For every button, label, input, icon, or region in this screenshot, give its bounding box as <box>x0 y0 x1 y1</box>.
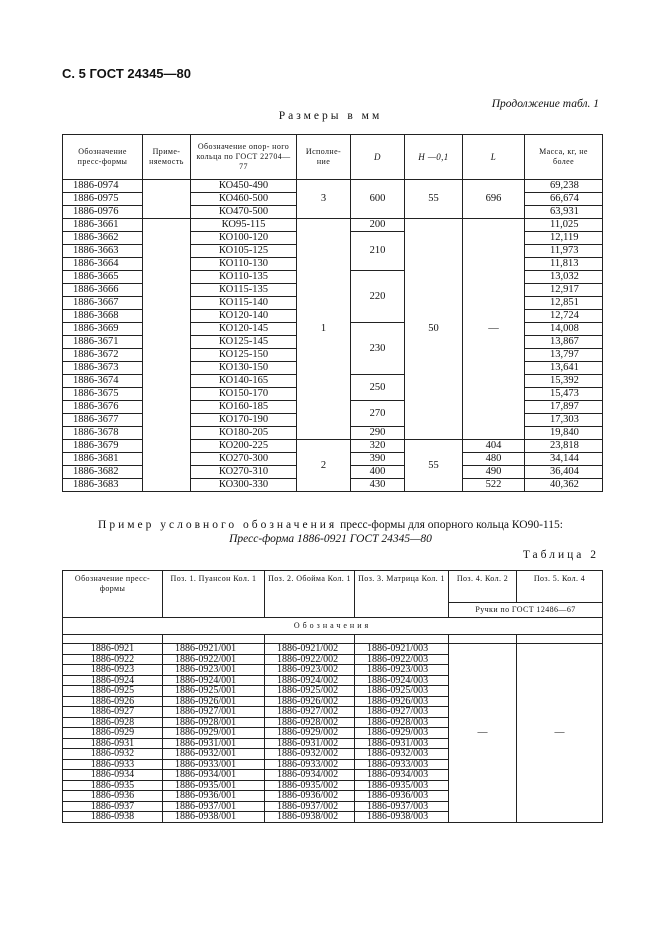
cell-designation: 1886-0929 <box>63 728 163 739</box>
cell-pos3: 1886-0923/003 <box>355 665 449 676</box>
cell-ring: КО120-145 <box>191 323 297 336</box>
cell-pos3: 1886-0922/003 <box>355 654 449 665</box>
cell-ring: КО130-150 <box>191 362 297 375</box>
cell-h: 50 <box>405 219 463 440</box>
cell-mass: 13,032 <box>525 271 603 284</box>
cell-d: 400 <box>351 466 405 479</box>
cell-ring: КО105-125 <box>191 245 297 258</box>
cell-designation: 1886-3664 <box>63 258 143 271</box>
cell-l: 490 <box>463 466 525 479</box>
header-designation: Обозначение пресс-формы <box>63 571 163 618</box>
cell-d: 200 <box>351 219 405 232</box>
spacer-cell <box>63 635 163 644</box>
cell-mass: 14,008 <box>525 323 603 336</box>
cell-pos1: 1886-0926/001 <box>163 696 265 707</box>
example-code: Пресс-форма 1886-0921 ГОСТ 24345—80 <box>229 533 432 545</box>
header-handles: Ручки по ГОСТ 12486—67 <box>449 603 603 618</box>
cell-pos1: 1886-0935/001 <box>163 780 265 791</box>
cell-pos3: 1886-0928/003 <box>355 717 449 728</box>
cell-pos2: 1886-0934/002 <box>265 770 355 781</box>
cell-pos1: 1886-0922/001 <box>163 654 265 665</box>
table2-title: Таблица 2 <box>522 549 599 561</box>
table1-header-row <box>63 135 603 180</box>
cell-pos3: 1886-0937/003 <box>355 801 449 812</box>
cell-pos4: — <box>449 644 517 823</box>
cell-ring: КО110-130 <box>191 258 297 271</box>
cell-pos2: 1886-0928/002 <box>265 717 355 728</box>
cell-designation: 1886-0935 <box>63 780 163 791</box>
cell-mass: 40,362 <box>525 479 603 492</box>
table2-header-row <box>63 571 603 603</box>
cell-pos2: 1886-0924/002 <box>265 675 355 686</box>
cell-mass: 69,238 <box>525 180 603 193</box>
header-version: Исполне- ние <box>297 135 351 180</box>
cell-mass: 34,144 <box>525 453 603 466</box>
header-ring: Обозначение опор- ного кольца по ГОСТ 22704—77 <box>191 135 297 180</box>
cell-pos2: 1886-0922/002 <box>265 654 355 665</box>
cell-pos2: 1886-0926/002 <box>265 696 355 707</box>
cell-applicability <box>143 180 191 219</box>
cell-mass: 13,867 <box>525 336 603 349</box>
cell-ring: КО270-310 <box>191 466 297 479</box>
cell-d: 320 <box>351 440 405 453</box>
cell-pos3: 1886-0926/003 <box>355 696 449 707</box>
cell-ring: КО270-300 <box>191 453 297 466</box>
cell-pos3: 1886-0921/003 <box>355 644 449 655</box>
cell-pos1: 1886-0934/001 <box>163 770 265 781</box>
table2-header-row <box>63 618 603 635</box>
cell-ring: КО100-120 <box>191 232 297 245</box>
cell-pos1: 1886-0929/001 <box>163 728 265 739</box>
cell-ring: КО125-145 <box>191 336 297 349</box>
cell-mass: 19,840 <box>525 427 603 440</box>
cell-designation: 1886-3663 <box>63 245 143 258</box>
page-header: С. 5 ГОСТ 24345—80 <box>62 66 191 81</box>
cell-ring: КО95-115 <box>191 219 297 232</box>
table-row <box>63 644 603 655</box>
cell-designation: 1886-0925 <box>63 686 163 697</box>
cell-mass: 12,917 <box>525 284 603 297</box>
header-designations: Обозначения <box>63 618 603 635</box>
cell-d: 600 <box>351 180 405 219</box>
cell-designation: 1886-3672 <box>63 349 143 362</box>
cell-d: 230 <box>351 323 405 375</box>
header-pos2: Поз. 2. Обойма Кол. 1 <box>265 571 355 618</box>
cell-designation: 1886-3667 <box>63 297 143 310</box>
spacer-cell <box>265 635 355 644</box>
cell-designation: 1886-0927 <box>63 707 163 718</box>
cell-pos1: 1886-0936/001 <box>163 791 265 802</box>
cell-ring: КО180-205 <box>191 427 297 440</box>
cell-designation: 1886-3666 <box>63 284 143 297</box>
spacer-cell <box>449 635 517 644</box>
continuation-note: Продолжение табл. 1 <box>491 98 599 110</box>
cell-pos3: 1886-0932/003 <box>355 749 449 760</box>
cell-designation: 1886-3678 <box>63 427 143 440</box>
cell-designation: 1886-3665 <box>63 271 143 284</box>
cell-applicability <box>143 219 191 492</box>
header-l: L <box>463 135 525 180</box>
cell-pos1: 1886-0923/001 <box>163 665 265 676</box>
cell-h: 55 <box>405 180 463 219</box>
cell-pos3: 1886-0938/003 <box>355 812 449 823</box>
cell-designation: 1886-0928 <box>63 717 163 728</box>
cell-l: 522 <box>463 479 525 492</box>
cell-pos2: 1886-0923/002 <box>265 665 355 676</box>
cell-d: 390 <box>351 453 405 466</box>
cell-pos1: 1886-0933/001 <box>163 759 265 770</box>
cell-designation: 1886-3661 <box>63 219 143 232</box>
spacer-cell <box>517 635 603 644</box>
cell-l: 480 <box>463 453 525 466</box>
cell-designation: 1886-3671 <box>63 336 143 349</box>
cell-ring: КО150-170 <box>191 388 297 401</box>
cell-pos1: 1886-0928/001 <box>163 717 265 728</box>
cell-ring: КО170-190 <box>191 414 297 427</box>
cell-mass: 63,931 <box>525 206 603 219</box>
cell-mass: 15,473 <box>525 388 603 401</box>
header-d: D <box>351 135 405 180</box>
table1-title: Размеры в мм <box>278 110 383 122</box>
cell-ring: КО200-225 <box>191 440 297 453</box>
cell-designation: 1886-0932 <box>63 749 163 760</box>
cell-designation: 1886-0974 <box>63 180 143 193</box>
cell-pos3: 1886-0924/003 <box>355 675 449 686</box>
cell-pos1: 1886-0937/001 <box>163 801 265 812</box>
cell-version: 1 <box>297 219 351 440</box>
dimensions-table <box>62 134 603 492</box>
parts-table <box>62 570 603 823</box>
cell-designation: 1886-0938 <box>63 812 163 823</box>
cell-pos2: 1886-0929/002 <box>265 728 355 739</box>
header-pos5: Поз. 5. Кол. 4 <box>517 571 603 603</box>
example-caption <box>0 519 661 531</box>
cell-pos2: 1886-0927/002 <box>265 707 355 718</box>
cell-pos2: 1886-0938/002 <box>265 812 355 823</box>
cell-mass: 23,818 <box>525 440 603 453</box>
example-text: пресс-формы для опорного кольца КО90-115: <box>337 519 563 531</box>
cell-mass: 15,392 <box>525 375 603 388</box>
cell-pos2: 1886-0931/002 <box>265 738 355 749</box>
cell-designation: 1886-3679 <box>63 440 143 453</box>
cell-ring: КО115-140 <box>191 297 297 310</box>
cell-designation: 1886-3662 <box>63 232 143 245</box>
cell-pos2: 1886-0936/002 <box>265 791 355 802</box>
cell-pos2: 1886-0935/002 <box>265 780 355 791</box>
cell-ring: КО110-135 <box>191 271 297 284</box>
cell-pos2: 1886-0921/002 <box>265 644 355 655</box>
cell-ring: КО120-140 <box>191 310 297 323</box>
cell-designation: 1886-3674 <box>63 375 143 388</box>
cell-mass: 12,851 <box>525 297 603 310</box>
cell-mass: 36,404 <box>525 466 603 479</box>
cell-l: 404 <box>463 440 525 453</box>
cell-mass: 11,813 <box>525 258 603 271</box>
header-pos3: Поз. 3. Матрица Кол. 1 <box>355 571 449 618</box>
cell-pos5: — <box>517 644 603 823</box>
cell-designation: 1886-0931 <box>63 738 163 749</box>
cell-pos3: 1886-0933/003 <box>355 759 449 770</box>
cell-d: 270 <box>351 401 405 427</box>
cell-l: 696 <box>463 180 525 219</box>
cell-pos1: 1886-0921/001 <box>163 644 265 655</box>
cell-pos2: 1886-0937/002 <box>265 801 355 812</box>
cell-designation: 1886-3681 <box>63 453 143 466</box>
table-row <box>63 219 603 232</box>
cell-version: 3 <box>297 180 351 219</box>
example-label: Пример условного обозначения <box>98 519 338 531</box>
cell-d: 220 <box>351 271 405 323</box>
cell-mass: 11,025 <box>525 219 603 232</box>
cell-pos3: 1886-0931/003 <box>355 738 449 749</box>
cell-mass: 13,641 <box>525 362 603 375</box>
table-row <box>63 180 603 193</box>
cell-pos1: 1886-0938/001 <box>163 812 265 823</box>
cell-ring: КО450-490 <box>191 180 297 193</box>
cell-designation: 1886-3676 <box>63 401 143 414</box>
cell-mass: 12,119 <box>525 232 603 245</box>
cell-designation: 1886-3677 <box>63 414 143 427</box>
cell-mass: 66,674 <box>525 193 603 206</box>
cell-pos3: 1886-0927/003 <box>355 707 449 718</box>
cell-designation: 1886-0922 <box>63 654 163 665</box>
cell-ring: КО140-165 <box>191 375 297 388</box>
cell-designation: 1886-0926 <box>63 696 163 707</box>
header-h: H —0,1 <box>405 135 463 180</box>
cell-pos3: 1886-0936/003 <box>355 791 449 802</box>
cell-pos1: 1886-0925/001 <box>163 686 265 697</box>
cell-mass: 12,724 <box>525 310 603 323</box>
cell-h: 55 <box>405 440 463 492</box>
cell-pos3: 1886-0925/003 <box>355 686 449 697</box>
cell-designation: 1886-3682 <box>63 466 143 479</box>
cell-designation: 1886-0923 <box>63 665 163 676</box>
cell-ring: КО160-185 <box>191 401 297 414</box>
cell-ring: КО300-330 <box>191 479 297 492</box>
cell-designation: 1886-3675 <box>63 388 143 401</box>
header-applicability: Приме- няемость <box>143 135 191 180</box>
cell-mass: 17,897 <box>525 401 603 414</box>
header-pos4: Поз. 4. Кол. 2 <box>449 571 517 603</box>
cell-d: 250 <box>351 375 405 401</box>
cell-pos1: 1886-0924/001 <box>163 675 265 686</box>
cell-designation: 1886-0975 <box>63 193 143 206</box>
cell-pos3: 1886-0929/003 <box>355 728 449 739</box>
cell-designation: 1886-0934 <box>63 770 163 781</box>
cell-ring: КО115-135 <box>191 284 297 297</box>
cell-pos1: 1886-0927/001 <box>163 707 265 718</box>
table-spacer-row <box>63 635 603 644</box>
header-mass: Масса, кг, не более <box>525 135 603 180</box>
cell-designation: 1886-0921 <box>63 644 163 655</box>
cell-pos1: 1886-0931/001 <box>163 738 265 749</box>
header-pos1: Поз. 1. Пуансон Кол. 1 <box>163 571 265 618</box>
header-designation: Обозначение пресс-формы <box>63 135 143 180</box>
cell-designation: 1886-3668 <box>63 310 143 323</box>
cell-pos3: 1886-0935/003 <box>355 780 449 791</box>
cell-d: 290 <box>351 427 405 440</box>
cell-d: 430 <box>351 479 405 492</box>
cell-pos1: 1886-0932/001 <box>163 749 265 760</box>
cell-mass: 11,973 <box>525 245 603 258</box>
cell-designation: 1886-3683 <box>63 479 143 492</box>
spacer-cell <box>355 635 449 644</box>
cell-designation: 1886-3669 <box>63 323 143 336</box>
cell-designation: 1886-0933 <box>63 759 163 770</box>
cell-designation: 1886-3673 <box>63 362 143 375</box>
cell-mass: 17,303 <box>525 414 603 427</box>
cell-designation: 1886-0937 <box>63 801 163 812</box>
cell-ring: КО125-150 <box>191 349 297 362</box>
cell-designation: 1886-0936 <box>63 791 163 802</box>
cell-d: 210 <box>351 232 405 271</box>
cell-pos2: 1886-0932/002 <box>265 749 355 760</box>
cell-pos3: 1886-0934/003 <box>355 770 449 781</box>
cell-designation: 1886-0924 <box>63 675 163 686</box>
cell-ring: КО460-500 <box>191 193 297 206</box>
cell-pos2: 1886-0933/002 <box>265 759 355 770</box>
cell-ring: КО470-500 <box>191 206 297 219</box>
spacer-cell <box>163 635 265 644</box>
cell-pos2: 1886-0925/002 <box>265 686 355 697</box>
cell-l: — <box>463 219 525 440</box>
cell-designation: 1886-0976 <box>63 206 143 219</box>
cell-version: 2 <box>297 440 351 492</box>
cell-mass: 13,797 <box>525 349 603 362</box>
